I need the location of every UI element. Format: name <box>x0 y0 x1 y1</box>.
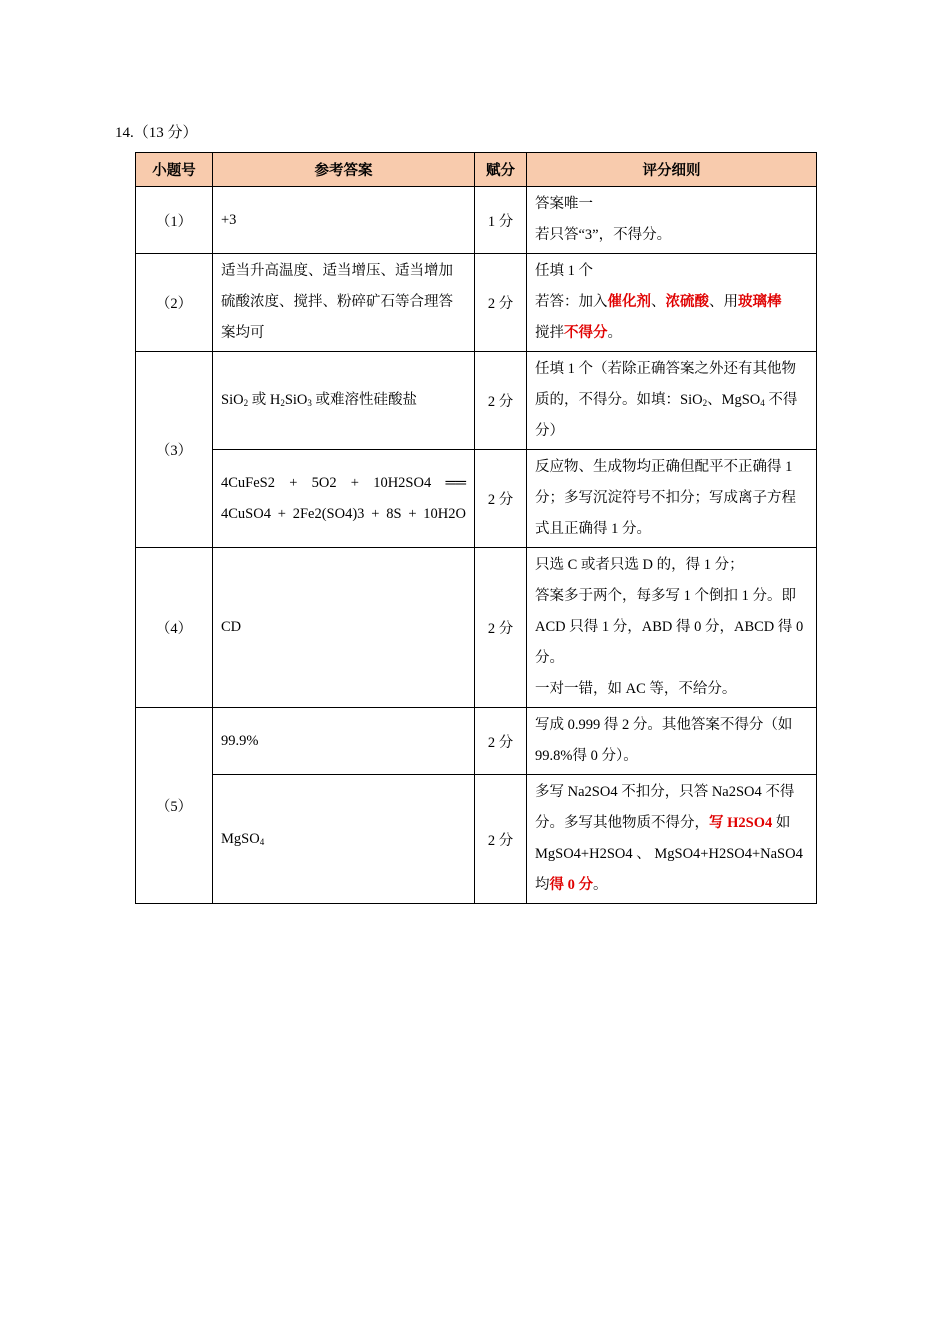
answer-cell: +3 <box>213 187 475 254</box>
answer-text: SiO <box>221 392 244 408</box>
answer-text: SiO <box>284 392 308 408</box>
rule-text: 多写 Na2SO4 不扣分，只答 Na2SO4 不得分。多写其他物质不得分， <box>535 784 795 831</box>
rule-line: 一对一错，如 AC 等，不给分。 <box>535 681 737 697</box>
rule-line: 若只答“3”，不得分。 <box>535 227 672 243</box>
table-row <box>136 254 817 352</box>
table-row <box>136 708 817 775</box>
rule-line: 只选 C 或者只选 D 的，得 1 分； <box>535 557 744 573</box>
score-cell: 2 分 <box>475 548 527 708</box>
header-rules: 评分细则 <box>527 153 817 187</box>
row-num: （1） <box>136 187 213 254</box>
answer-cell: CD <box>213 548 475 708</box>
rule-line: 答案多于两个，每多写 1 个倒扣 1 分。即 ACD 只得 1 分，ABD 得 0 分，ABCD 得 0 分。 <box>535 588 804 666</box>
subscript: 2 <box>243 398 249 408</box>
table-row <box>136 548 817 708</box>
header-score: 赋分 <box>475 153 527 187</box>
rule-text: 、用 <box>709 294 738 310</box>
score-cell: 2 分 <box>475 708 527 775</box>
rule-highlight: 玻璃棒 <box>738 294 782 310</box>
row-num: （5） <box>136 708 213 904</box>
rule-text: 搅拌 <box>535 325 564 341</box>
score-cell: 2 分 <box>475 775 527 904</box>
rule-text: 若答：加入 <box>535 294 608 310</box>
rule-cell <box>527 775 817 904</box>
rule-highlight: 不得分 <box>564 325 608 341</box>
answer-cell <box>213 352 475 450</box>
rule-cell <box>527 352 817 450</box>
header-num: 小题号 <box>136 153 213 187</box>
rule-line <box>535 287 808 349</box>
subscript: 2 <box>702 398 708 408</box>
grading-table <box>135 152 817 904</box>
score-cell: 2 分 <box>475 352 527 450</box>
rule-cell <box>527 187 817 254</box>
score-cell: 1 分 <box>475 187 527 254</box>
rule-text: 、 <box>651 294 666 310</box>
rule-cell <box>527 254 817 352</box>
rule-text: 。 <box>607 325 622 341</box>
rule-cell: 写成 0.999 得 2 分。其他答案不得分（如 99.8%得 0 分）。 <box>527 708 817 775</box>
score-cell: 2 分 <box>475 450 527 548</box>
table-row <box>136 450 817 548</box>
table-header-row <box>136 153 817 187</box>
answer-cell: 99.9% <box>213 708 475 775</box>
subscript: 4 <box>760 398 765 408</box>
equation-cell: 4CuFeS2 + 5O2 + 10H2SO4 ══ 4CuSO4 + 2Fe2(SO4)3 + 8S + 10H2O <box>213 450 475 548</box>
rule-highlight: 催化剂 <box>607 294 651 310</box>
answer-text: MgSO <box>221 830 260 847</box>
answer-cell: 适当升高温度、适当增压、适当增加硫酸浓度、搅拌、粉碎矿石等合理答案均可 <box>213 254 475 352</box>
rule-text: 任填 1 个（若除正确答案之外还有其他物质的，不得分。如填：SiO <box>535 361 796 408</box>
rule-cell <box>527 548 817 708</box>
rule-text: 、MgSO <box>707 392 761 408</box>
row-num: （2） <box>136 254 213 352</box>
rule-highlight: 得 0 分 <box>549 877 593 893</box>
row-num: （3） <box>136 352 213 548</box>
table-row <box>136 187 817 254</box>
answer-cell <box>213 775 475 904</box>
score-cell: 2 分 <box>475 254 527 352</box>
rule-cell: 反应物、生成物均正确但配平不正确得 1 分；多写沉淀符号不扣分；写成离子方程式且正确得 1 分。 <box>527 450 817 548</box>
rule-text: 不得分） <box>535 392 798 439</box>
subscript: 3 <box>307 398 312 408</box>
header-answer: 参考答案 <box>213 153 475 187</box>
rule-highlight: 浓硫酸 <box>665 294 709 310</box>
rule-line: 答案唯一 <box>535 196 593 212</box>
rule-text: 。 <box>593 877 608 893</box>
subscript: 2 <box>280 398 285 408</box>
table-row <box>136 775 817 904</box>
rule-text: 如 MgSO4+H2SO4 、 MgSO4+H2SO4+NaSO4 均 <box>535 815 803 893</box>
answer-text: 或 H <box>248 392 281 408</box>
question-title: 14.（13 分） <box>115 125 198 141</box>
subscript: 4 <box>259 836 265 847</box>
answer-text: 或难溶性硅酸盐 <box>311 392 418 408</box>
table-row <box>136 352 817 450</box>
row-num: （4） <box>136 548 213 708</box>
rule-highlight: 写 H2SO4 <box>709 815 773 831</box>
rule-line: 任填 1 个 <box>535 263 593 279</box>
